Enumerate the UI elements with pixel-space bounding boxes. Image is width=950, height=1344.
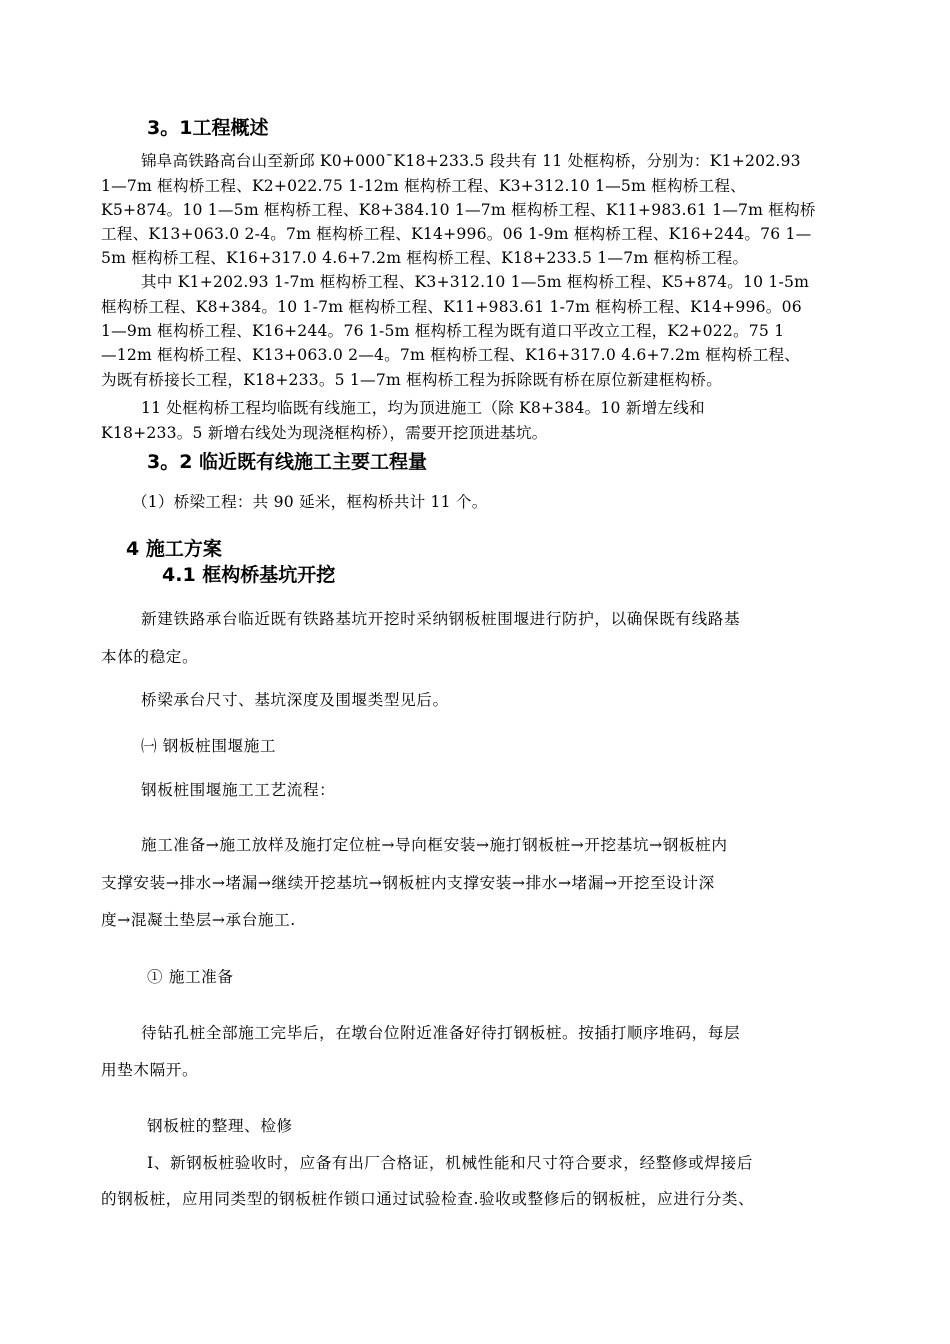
paragraph-line: 框构桥工程、K8+384。10 1-7m 框构桥工程、K11+983.61 1-7m 框构桥工程、K14+996。06 <box>101 298 802 316</box>
subheading: 钢板桩围堰施工工艺流程： <box>141 781 336 799</box>
paragraph-line: 待钻孔桩全部施工完毕后，在墩台位附近准备好待打钢板桩。按插打顺序堆码，每层 <box>141 1024 741 1042</box>
section-4-1-title: 4.1 框构桥基坑开挖 <box>162 564 336 586</box>
subheading: 钢板桩的整理、检修 <box>147 1117 293 1135</box>
paragraph-line: 的钢板桩，应用同类型的钢板桩作锁口通过试验检查.验收或整修后的钢板桩，应进行分类、 <box>101 1190 755 1208</box>
paragraph-line: 本体的稳定。 <box>101 648 199 666</box>
step-heading: ① 施工准备 <box>147 968 234 986</box>
paragraph-line: Ⅰ、新钢板桩验收时，应备有出厂合格证，机械性能和尺寸符合要求，经整修或焊接后 <box>147 1154 753 1172</box>
list-item: （1）桥梁工程：共 90 延米，框构桥共计 11 个。 <box>132 493 488 511</box>
paragraph-line: —12m 框构桥工程、K13+063.0 2—4。7m 框构桥工程、K16+317.0 4.6+7.2m 框构桥工程、 <box>101 346 801 364</box>
paragraph-line: 新建铁路承台临近既有铁路基坑开挖时采纳钢板桩围堰进行防护，以确保既有线路基 <box>141 610 741 628</box>
flow-line: 施工准备→施工放样及施打定位桩→导向框安装→施打钢板桩→开挖基坑→钢板桩内 <box>141 836 728 854</box>
paragraph-line: 其中 K1+202.93 1-7m 框构桥工程、K3+312.10 1—5m 框构桥工程、K5+874。10 1-5m <box>141 273 810 291</box>
paragraph-line: K18+233。5 新增右线处为现浇框构桥），需要开挖顶进基坑。 <box>101 424 548 442</box>
section-4-title: 4 施工方案 <box>126 538 222 560</box>
paragraph-line: 5m 框构桥工程、K16+317.0 4.6+7.2m 框构桥工程、K18+233.5 1—7m 框构桥工程。 <box>101 249 749 267</box>
section-3-2-title: 3。2 临近既有线施工主要工程量 <box>147 451 428 473</box>
paragraph-line: K5+874。10 1—5m 框构桥工程、K8+384.10 1—7m 框构桥工程、K11+983.61 1—7m 框构桥 <box>101 201 816 219</box>
paragraph-line: 1—9m 框构桥工程、K16+244。76 1-5m 框构桥工程为既有道口平改立工程，K2+022。75 1 <box>101 322 785 340</box>
subheading: ㈠ 钢板桩围堰施工 <box>141 737 277 755</box>
paragraph-line: 为既有桥接长工程，K18+233。5 1—7m 框构桥工程为拆除既有桥在原位新建框构桥。 <box>101 371 722 389</box>
paragraph-line: 1—7m 框构桥工程、K2+022.75 1-12m 框构桥工程、K3+312.10 1—5m 框构桥工程、 <box>101 177 746 195</box>
section-3-1-title: 3。1工程概述 <box>147 117 269 139</box>
paragraph-line: 用垫木隔开。 <box>101 1061 199 1079</box>
paragraph-line: 锦阜高铁路高台山至新邱 K0+000¯K18+233.5 段共有 11 处框构桥，分别为：K1+202.93 <box>141 152 801 170</box>
flow-line: 度→混凝土垫层→承台施工. <box>101 911 296 929</box>
paragraph-line: 工程、K13+063.0 2-4。7m 框构桥工程、K14+996。06 1-9m 框构桥工程、K16+244。76 1— <box>101 225 812 243</box>
flow-line: 支撑安装→排水→堵漏→继续开挖基坑→钢板桩内支撑安装→排水→堵漏→开挖至设计深 <box>101 874 715 892</box>
paragraph-line: 11 处框构桥工程均临既有线施工，均为顶进施工（除 K8+384。10 新增左线和 <box>141 399 705 417</box>
paragraph-line: 桥梁承台尺寸、基坑深度及围堰类型见后。 <box>141 691 449 709</box>
